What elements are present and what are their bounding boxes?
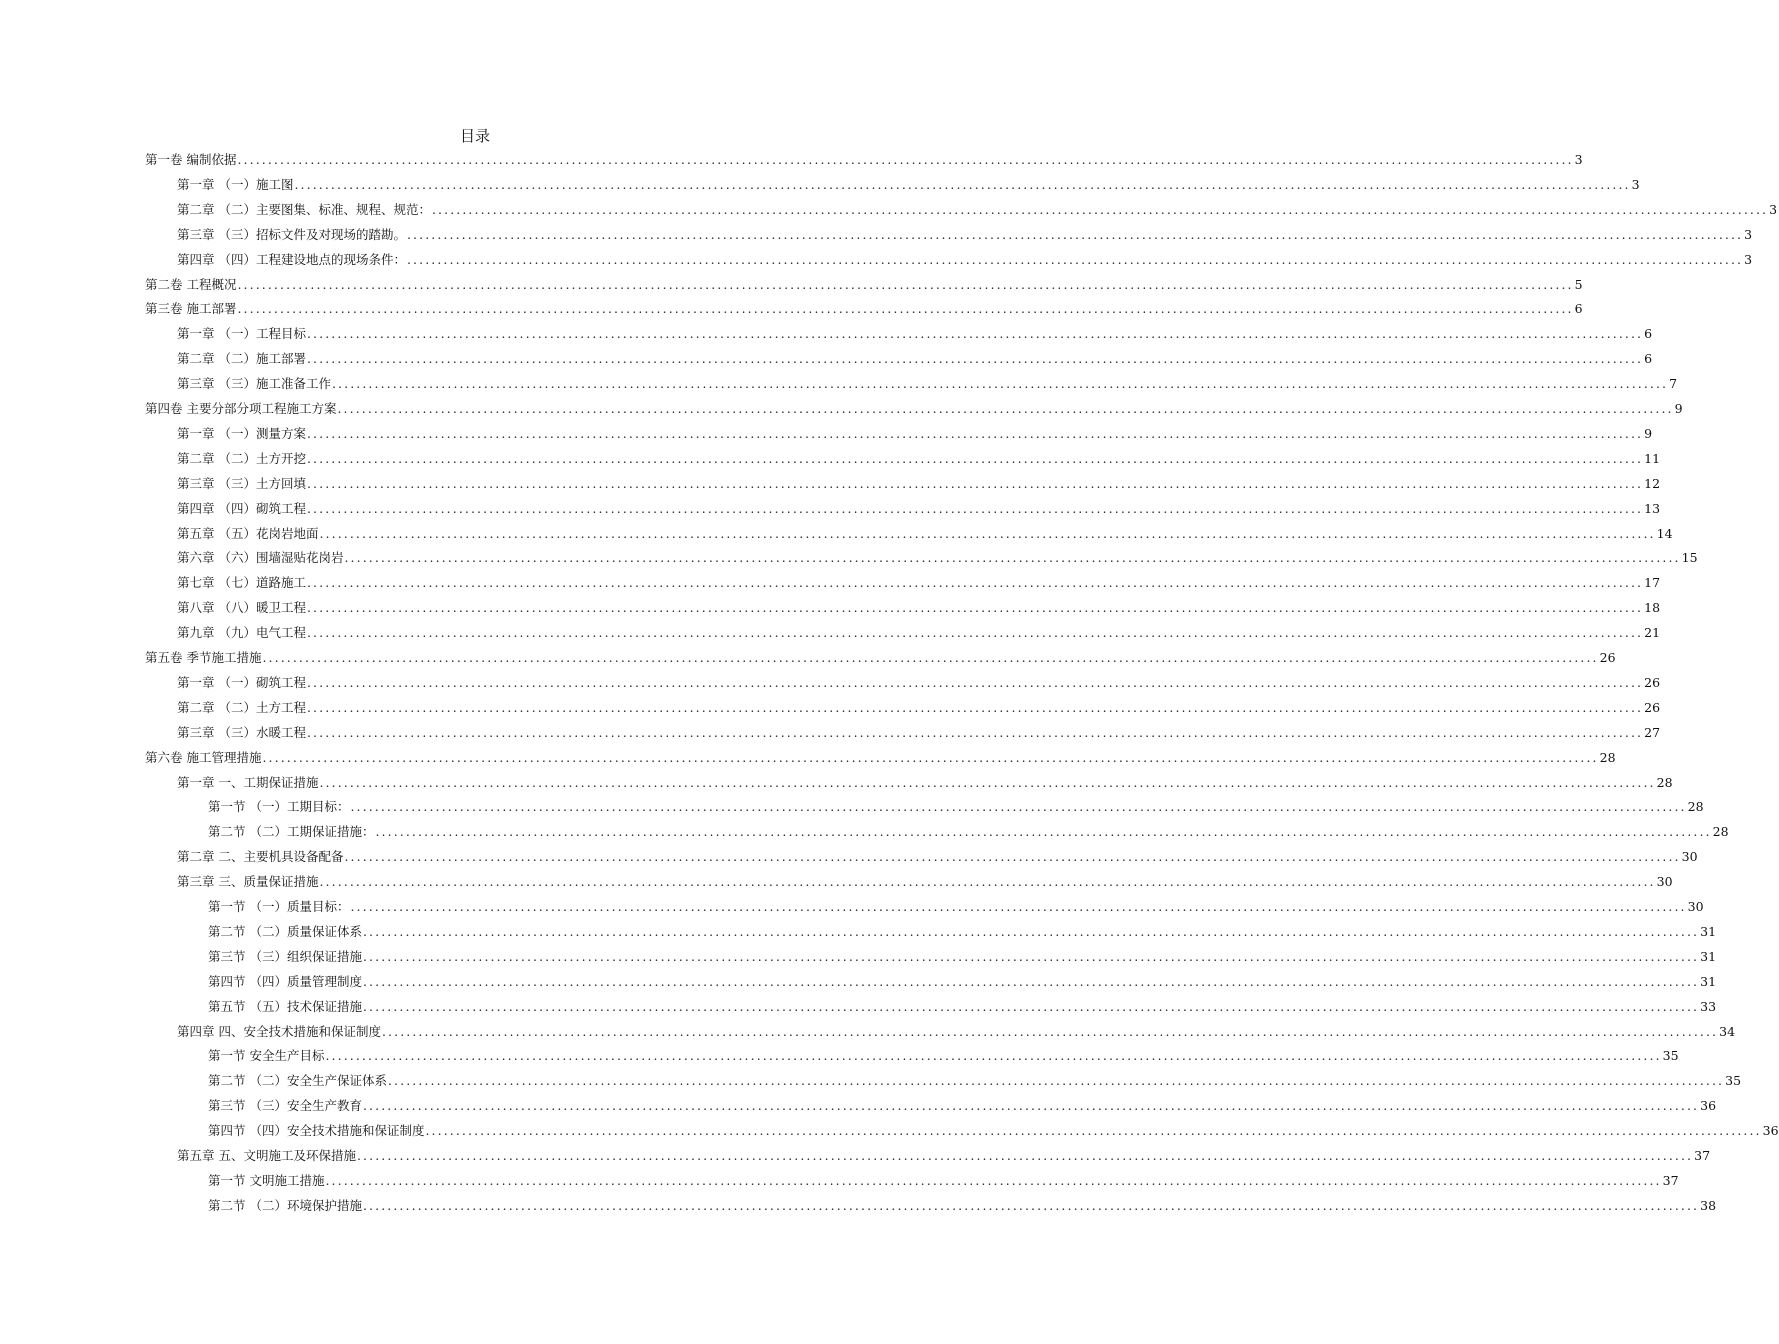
toc-entry-label: 第二节 （二）环境保护措施 <box>208 1197 362 1213</box>
toc-entry[interactable] <box>0 1196 1717 1216</box>
toc-page-number: 18 <box>1644 600 1661 616</box>
toc-entry-label: 第五章 （五）花岗岩地面 <box>177 525 319 541</box>
toc-page-number: 12 <box>1644 475 1661 491</box>
toc-page-number: 3 <box>1574 152 1583 167</box>
toc-entry-label: 第二节 （二）安全生产保证体系 <box>208 1073 387 1089</box>
toc-dot-leader: ............................................................................................................................................................................................................................ <box>262 650 1599 665</box>
toc-page-number: 21 <box>1644 625 1661 641</box>
toc-entry-label: 第三章 （三）土方回填 <box>177 475 306 491</box>
toc-dot-leader: ............................................................................................................................................................................................................................ <box>362 998 1700 1014</box>
toc-entry[interactable] <box>0 548 1698 568</box>
toc-entry-label: 第一章 （一）工程目标 <box>177 326 306 342</box>
toc-page-number: 31 <box>1700 923 1717 939</box>
toc-entry-label: 第二节 （二）质量保证体系 <box>208 923 362 939</box>
toc-entry-label: 第四节 （四）安全技术措施和保证制度 <box>208 1123 425 1139</box>
toc-page-number: 26 <box>1599 650 1616 665</box>
toc-entry[interactable] <box>0 997 1717 1017</box>
toc-dot-leader: ............................................................................................................................................................................................................................ <box>362 948 1700 964</box>
toc-entry-label: 第三章 （三）水暖工程 <box>177 724 306 740</box>
toc-entry[interactable] <box>0 200 1778 220</box>
toc-entry[interactable] <box>0 1121 1779 1141</box>
toc-entry[interactable] <box>0 897 1704 917</box>
toc-entry[interactable] <box>0 1146 1711 1166</box>
toc-entry-label: 第三章 （三）招标文件及对现场的踏勘。 <box>177 226 406 242</box>
toc-page-number: 9 <box>1644 425 1653 441</box>
toc-entry-label: 第八章 （八）暖卫工程 <box>177 600 306 616</box>
toc-dot-leader: ............................................................................................................................................................................................................................ <box>237 301 1574 317</box>
toc-dot-leader: ............................................................................................................................................................................................................................ <box>431 201 1769 217</box>
toc-entry[interactable] <box>0 698 1661 718</box>
toc-entry[interactable] <box>0 449 1661 469</box>
toc-dot-leader: ............................................................................................................................................................................................................................ <box>362 1197 1700 1213</box>
toc-page-number: 3 <box>1631 176 1640 192</box>
toc-entry-label: 第一章 （一）砌筑工程 <box>177 674 306 690</box>
toc-dot-leader: ............................................................................................................................................................................................................................ <box>362 1098 1700 1114</box>
toc-page-number: 13 <box>1644 500 1661 516</box>
toc-page-number: 3 <box>1769 201 1778 217</box>
toc-entry[interactable] <box>0 1096 1717 1116</box>
toc-entry-label: 第四章 四、安全技术措施和保证制度 <box>177 1023 381 1039</box>
toc-page-number: 28 <box>1712 824 1729 840</box>
toc-page-number: 31 <box>1700 948 1717 964</box>
toc-page-number: 33 <box>1700 998 1717 1014</box>
toc-page-number: 7 <box>1669 376 1678 392</box>
toc-dot-leader: ............................................................................................................................................................................................................................ <box>319 525 1656 541</box>
toc-entry[interactable] <box>0 399 1683 419</box>
toc-entry[interactable] <box>0 623 1661 643</box>
toc-dot-leader: ............................................................................................................................................................................................................................ <box>406 251 1744 267</box>
toc-entry[interactable] <box>0 573 1661 593</box>
toc-page-number: 28 <box>1656 774 1673 790</box>
toc-page-number: 31 <box>1700 973 1717 989</box>
toc-dot-leader: ............................................................................................................................................................................................................................ <box>375 824 1712 840</box>
toc-page-number: 15 <box>1681 550 1698 566</box>
toc-dot-leader: ............................................................................................................................................................................................................................ <box>387 1073 1725 1089</box>
toc-entry[interactable] <box>0 299 1583 319</box>
toc-entry-label: 第四节 （四）质量管理制度 <box>208 973 362 989</box>
toc-entry-label: 第九章 （九）电气工程 <box>177 625 306 641</box>
toc-entry[interactable] <box>0 1171 1679 1191</box>
toc-page-number: 26 <box>1644 699 1661 715</box>
toc-page-number: 30 <box>1681 849 1698 865</box>
toc-entry-label: 第四卷 主要分部分项工程施工方案 <box>145 401 337 416</box>
toc-entry[interactable] <box>0 922 1717 942</box>
toc-entry-label: 第一卷 编制依据 <box>145 152 237 167</box>
toc-entry[interactable] <box>0 673 1661 693</box>
toc-page-number: 6 <box>1644 351 1653 367</box>
toc-entry[interactable] <box>0 225 1753 245</box>
toc-entry-label: 第一章 （一）施工图 <box>177 176 294 192</box>
toc-dot-leader: ............................................................................................................................................................................................................................ <box>306 674 1644 690</box>
toc-page-number: 27 <box>1644 724 1661 740</box>
toc-dot-leader: ............................................................................................................................................................................................................................ <box>337 401 1674 416</box>
toc-entry[interactable] <box>0 598 1661 618</box>
toc-page-number: 35 <box>1662 1048 1679 1064</box>
toc-page-number: 35 <box>1725 1073 1742 1089</box>
toc-page-number: 37 <box>1694 1148 1711 1163</box>
toc-dot-leader: ............................................................................................................................................................................................................................ <box>306 575 1644 591</box>
toc-page-number: 36 <box>1762 1123 1779 1139</box>
toc-page-number: 14 <box>1656 525 1673 541</box>
toc-dot-leader: ............................................................................................................................................................................................................................ <box>325 1172 1662 1188</box>
toc-entry[interactable] <box>0 723 1661 743</box>
toc-entry[interactable] <box>0 872 1673 892</box>
toc-entry-label: 第一章 一、工期保证措施 <box>177 774 319 790</box>
toc-dot-leader: ............................................................................................................................................................................................................................ <box>306 500 1644 516</box>
toc-entry-label: 第二章 （二）土方开挖 <box>177 450 306 466</box>
toc-entry-label: 第二章 （二）土方工程 <box>177 699 306 715</box>
toc-entry[interactable] <box>0 1022 1736 1042</box>
toc-page-number: 6 <box>1574 301 1583 317</box>
toc-entry-label: 第五节 （五）技术保证措施 <box>208 998 362 1014</box>
toc-entry[interactable] <box>0 1046 1679 1066</box>
toc-page-number: 30 <box>1656 874 1673 890</box>
toc-entry-label: 第一节 （一）工期目标： <box>208 799 350 815</box>
toc-page-number: 34 <box>1719 1023 1736 1039</box>
toc-dot-leader: ............................................................................................................................................................................................................................ <box>306 600 1644 616</box>
toc-page-number: 3 <box>1744 226 1753 242</box>
toc-page-number: 3 <box>1744 251 1753 267</box>
toc-entry-label: 第三章 三、质量保证措施 <box>177 874 319 890</box>
toc-dot-leader: ............................................................................................................................................................................................................................ <box>306 351 1644 367</box>
toc-entry[interactable] <box>0 847 1698 867</box>
toc-dot-leader: ............................................................................................................................................................................................................................ <box>406 226 1744 242</box>
toc-page-number: 28 <box>1599 749 1616 765</box>
toc-entry-label: 第一节 文明施工措施 <box>208 1172 325 1188</box>
toc-dot-leader: ............................................................................................................................................................................................................................ <box>262 749 1599 765</box>
toc-entry[interactable] <box>0 275 1583 295</box>
toc-dot-leader: ............................................................................................................................................................................................................................ <box>306 475 1644 491</box>
toc-dot-leader: ............................................................................................................................................................................................................................ <box>306 699 1644 715</box>
toc-page-number: 26 <box>1644 674 1661 690</box>
toc-dot-leader: ............................................................................................................................................................................................................................ <box>325 1048 1662 1064</box>
toc-entry[interactable] <box>0 947 1717 967</box>
toc-page-number: 37 <box>1662 1172 1679 1188</box>
toc-entry-label: 第三节 （三）安全生产教育 <box>208 1098 362 1114</box>
toc-entry-label: 第二卷 工程概况 <box>145 276 237 292</box>
toc-entry-label: 第一节 安全生产目标 <box>208 1048 325 1064</box>
toc-entry-label: 第五卷 季节施工措施 <box>145 650 262 665</box>
toc-entry-label: 第三卷 施工部署 <box>145 301 237 317</box>
toc-entry[interactable] <box>0 499 1661 519</box>
toc-entry[interactable] <box>0 648 1616 668</box>
toc-entry-label: 第一章 （一）测量方案 <box>177 425 306 441</box>
toc-entry[interactable] <box>0 773 1673 793</box>
toc-entry-label: 第一节 （一）质量目标： <box>208 899 350 914</box>
toc-entry[interactable] <box>0 474 1661 494</box>
toc-entry[interactable] <box>0 972 1717 992</box>
toc-dot-leader: ............................................................................................................................................................................................................................ <box>237 152 1574 167</box>
toc-dot-leader: ............................................................................................................................................................................................................................ <box>306 724 1644 740</box>
toc-entry-label: 第五章 五、文明施工及环保措施 <box>177 1148 356 1163</box>
toc-page-number: 17 <box>1644 575 1661 591</box>
toc-entry[interactable] <box>0 150 1583 170</box>
toc-entry-label: 第四章 （四）工程建设地点的现场条件： <box>177 251 406 267</box>
toc-dot-leader: ............................................................................................................................................................................................................................ <box>381 1023 1719 1039</box>
toc-entry[interactable] <box>0 250 1753 270</box>
toc-dot-leader: ............................................................................................................................................................................................................................ <box>344 849 1681 865</box>
toc-dot-leader: ............................................................................................................................................................................................................................ <box>356 1148 1694 1163</box>
toc-page-number: 5 <box>1574 276 1583 292</box>
toc-entry[interactable] <box>0 424 1653 444</box>
toc-dot-leader: ............................................................................................................................................................................................................................ <box>306 450 1644 466</box>
toc-dot-leader: ............................................................................................................................................................................................................................ <box>362 923 1700 939</box>
toc-entry-label: 第二章 二、主要机具设备配备 <box>177 849 344 865</box>
toc-entry-label: 第七章 （七）道路施工 <box>177 575 306 591</box>
toc-dot-leader: ............................................................................................................................................................................................................................ <box>237 276 1574 292</box>
toc-dot-leader: ............................................................................................................................................................................................................................ <box>350 799 1687 815</box>
toc-entry[interactable] <box>0 324 1653 344</box>
toc-page-number: 11 <box>1644 450 1661 466</box>
toc-page-number: 36 <box>1700 1098 1717 1114</box>
toc-dot-leader: ............................................................................................................................................................................................................................ <box>331 376 1669 392</box>
toc-dot-leader: ............................................................................................................................................................................................................................ <box>306 425 1644 441</box>
toc-entry[interactable] <box>0 349 1653 369</box>
toc-dot-leader: ............................................................................................................................................................................................................................ <box>425 1123 1762 1139</box>
toc-dot-leader: ............................................................................................................................................................................................................................ <box>306 625 1644 641</box>
toc-entry[interactable] <box>0 797 1704 817</box>
toc-dot-leader: ............................................................................................................................................................................................................................ <box>319 874 1656 890</box>
toc-page-number: 6 <box>1644 326 1653 342</box>
toc-entry[interactable] <box>0 374 1678 394</box>
toc-entry[interactable] <box>0 822 1729 842</box>
toc-entry-label: 第二章 （二）主要图集、标准、规程、规范： <box>177 201 431 217</box>
toc-dot-leader: ............................................................................................................................................................................................................................ <box>294 176 1631 192</box>
toc-dot-leader: ............................................................................................................................................................................................................................ <box>344 550 1681 566</box>
toc-entry-label: 第六章 （六）围墙湿贴花岗岩 <box>177 550 344 566</box>
toc-dot-leader: ............................................................................................................................................................................................................................ <box>319 774 1656 790</box>
toc-page-number: 38 <box>1700 1197 1717 1213</box>
toc-page-number: 28 <box>1687 799 1704 815</box>
toc-dot-leader: ............................................................................................................................................................................................................................ <box>350 899 1687 914</box>
toc-entry-label: 第二章 （二）施工部署 <box>177 351 306 367</box>
toc-dot-leader: ............................................................................................................................................................................................................................ <box>306 326 1644 342</box>
toc-entry[interactable] <box>0 1071 1742 1091</box>
toc-entry[interactable] <box>0 175 1640 195</box>
toc-entry[interactable] <box>0 748 1616 768</box>
toc-entry-label: 第三节 （三）组织保证措施 <box>208 948 362 964</box>
toc-page-number: 9 <box>1674 401 1683 416</box>
toc-entry-label: 第三章 （三）施工准备工作 <box>177 376 331 392</box>
toc-entry-label: 第四章 （四）砌筑工程 <box>177 500 306 516</box>
toc-entry-label: 第二节 （二）工期保证措施： <box>208 824 375 840</box>
toc-page-number: 30 <box>1687 899 1704 914</box>
toc-entry[interactable] <box>0 524 1673 544</box>
toc-dot-leader: ............................................................................................................................................................................................................................ <box>362 973 1700 989</box>
toc-entry-label: 第六卷 施工管理措施 <box>145 749 262 765</box>
toc-title: 目录 <box>459 127 490 145</box>
